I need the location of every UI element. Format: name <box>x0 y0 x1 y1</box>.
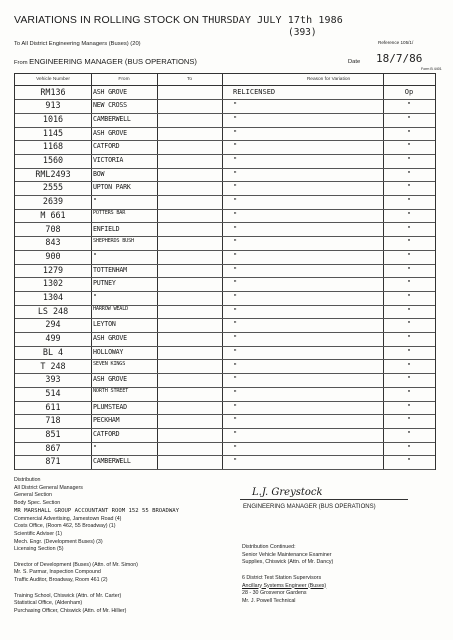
date-value: 18/7/86 <box>376 52 423 65</box>
reason-cell: " <box>233 197 238 206</box>
status-cell: " <box>406 388 412 397</box>
from-garage-cell: PLUMSTEAD <box>93 402 127 411</box>
vehicle-number-cell: 499 <box>45 333 61 344</box>
reason-cell: " <box>233 347 238 356</box>
reason-cell: " <box>233 388 238 397</box>
reason-cell: " <box>233 238 238 247</box>
distribution-continued-heading: Distribution Continued: <box>242 544 296 550</box>
table-row <box>15 99 435 114</box>
vehicle-number-cell: 1560 <box>42 155 64 165</box>
from-garage-cell: LEYTON <box>93 320 116 329</box>
distribution-continued-item: 28 - 30 Grosvenor Gardens <box>242 590 307 597</box>
from-garage-cell: UPTON PARK <box>93 183 131 192</box>
vehicle-number-cell: 514 <box>45 387 61 398</box>
spacer <box>14 585 234 593</box>
from-garage-cell: VICTORIA <box>93 156 124 164</box>
distribution-continued-item: Supplies, Chiswick (Attn. of Mr. Dancy) <box>242 559 334 566</box>
table-row <box>15 332 435 347</box>
table-row <box>15 236 435 251</box>
reason-cell: " <box>233 361 238 370</box>
table-row <box>15 318 435 333</box>
distribution-item: Purchasing Officer, Chiswick (Attn. of Mr. Hillier) <box>14 607 127 614</box>
table-row <box>15 455 435 470</box>
distribution-item: Mr. S. Parmar, Inspection Compound <box>14 569 101 576</box>
reason-cell: " <box>233 334 238 343</box>
status-cell: " <box>406 114 412 123</box>
distribution-item: Scientific Adviser (1) <box>14 530 62 537</box>
distribution-item: Body Spec. Section <box>14 500 61 507</box>
status-cell: " <box>406 320 412 329</box>
vehicle-number-cell: 393 <box>45 374 61 385</box>
table-row <box>15 291 435 306</box>
from-garage-cell: ASH GROVE <box>93 87 127 96</box>
reason-cell: " <box>233 251 238 260</box>
table-row <box>15 154 435 169</box>
status-cell: " <box>406 279 412 288</box>
table-row <box>15 86 435 101</box>
from-garage-cell: SEVEN KINGS <box>93 361 126 367</box>
header-to: To <box>186 77 193 82</box>
distribution-heading: Distribution <box>14 477 41 483</box>
reason-cell: " <box>233 306 238 315</box>
table-row <box>15 209 435 224</box>
table-row <box>15 140 435 155</box>
status-cell: Op <box>404 87 414 96</box>
from-garage-cell: HOLLOWAY <box>93 347 124 356</box>
signature-line <box>240 499 408 500</box>
distribution-item: All District General Managers <box>14 484 83 491</box>
spacer <box>14 554 234 562</box>
vehicle-number-cell: 867 <box>45 442 61 453</box>
vehicle-number-cell: BL 4 <box>42 346 64 357</box>
distribution-continued-item: 6 District Test Station Supervisors <box>242 574 322 581</box>
vehicle-number-cell: 1168 <box>42 141 64 152</box>
reason-cell: " <box>233 293 238 301</box>
from-line <box>14 57 197 66</box>
vehicle-number-cell: 611 <box>45 401 61 412</box>
from-garage-cell: CATFORD <box>93 142 120 151</box>
reason-cell: " <box>233 183 238 192</box>
vehicle-number-cell: 900 <box>45 250 61 261</box>
vehicle-number-cell: 718 <box>45 415 61 426</box>
from-garage-cell: CAMBERWELL <box>93 457 131 466</box>
distribution-continued-list <box>242 544 442 606</box>
distribution-item: Traffic Auditor, Broadway, Room 461 (2) <box>14 577 108 584</box>
reason-cell: " <box>233 128 238 137</box>
signature-caption: ENGINEERING MANAGER (BUS OPERATIONS) <box>243 504 376 510</box>
table-row <box>15 360 435 375</box>
from-garage-cell: NORTH STREET <box>93 388 129 395</box>
status-cell: " <box>406 128 412 137</box>
table-row <box>15 373 435 388</box>
signature: L.J. Greystock <box>252 487 323 498</box>
status-cell: " <box>406 347 412 356</box>
distribution-item: Statistical Office, (Aldenham) <box>14 600 83 607</box>
vehicle-number-cell: RML2493 <box>35 168 71 179</box>
distribution-item: Director of Development (Buses) (Attn. of Mr. Simon) <box>14 561 138 568</box>
reason-cell: " <box>233 224 238 233</box>
reason-cell: " <box>233 210 238 219</box>
table-row <box>15 127 435 142</box>
table-row <box>15 401 435 416</box>
from-garage-cell: NEW CROSS <box>93 101 127 110</box>
from-garage-cell: ASH GROVE <box>93 375 127 384</box>
distribution-item: Commercial Advertising, Jamestown Road (4) <box>14 515 122 522</box>
vehicle-number-cell: 913 <box>45 100 61 111</box>
from-garage-cell: " <box>93 197 97 206</box>
to-line: To All District Engineering Managers (Buses) (20) <box>14 41 141 47</box>
distribution-item: Licensing Section (5) <box>14 546 64 553</box>
table-row <box>15 250 435 265</box>
table-row <box>15 264 435 279</box>
status-cell: " <box>406 251 412 260</box>
status-cell: " <box>406 265 412 274</box>
status-cell: " <box>406 210 412 219</box>
distribution-item: General Section <box>14 492 52 499</box>
table-row <box>15 305 435 320</box>
vehicle-number-cell: 1016 <box>42 113 64 124</box>
status-cell: " <box>406 306 412 315</box>
from-garage-cell: PECKHAM <box>93 416 120 425</box>
header-vehicle-number: Vehicle Number <box>36 77 70 82</box>
from-garage-cell: ASH GROVE <box>93 128 127 137</box>
distribution-continued-item: Ancillary Systems Engineer (Buses) <box>242 582 327 589</box>
reason-cell: " <box>233 320 238 329</box>
from-garage-cell: BOW <box>93 169 105 178</box>
from-garage-cell: " <box>93 251 97 260</box>
status-cell: " <box>406 197 412 206</box>
status-cell: " <box>406 142 412 151</box>
vehicle-number-cell: T 248 <box>40 360 66 371</box>
reason-cell: " <box>233 443 238 452</box>
distribution-continued-item: Mr. J. Powell Technical <box>242 597 296 604</box>
reason-cell: " <box>233 169 238 178</box>
distribution-item: Costs Office, (Room 462, 55 Broadway) (1) <box>14 523 116 530</box>
title-handwritten-date: THURSDAY JULY 17th 1986 <box>202 15 343 26</box>
reason-cell: " <box>233 457 238 466</box>
table-row <box>15 346 435 361</box>
status-cell: " <box>406 183 412 192</box>
header-from: From <box>118 77 130 82</box>
vehicle-number-cell: 1304 <box>42 292 64 302</box>
from-garage-cell: PUTNEY <box>93 279 116 288</box>
vehicle-number-cell: 708 <box>45 223 61 234</box>
status-cell: " <box>406 375 412 384</box>
distribution-continued-item: Senior Vehicle Maintenance Examiner <box>242 551 332 558</box>
handwritten-distribution-note: MR MARSHALL GROUP ACCOUNTANT ROOM 152 55 BROADWAY <box>14 507 180 514</box>
from-garage-cell: SHEPHERDS BUSH <box>93 237 134 244</box>
vehicle-number-cell: 871 <box>45 456 61 467</box>
document-title <box>14 14 343 26</box>
reason-cell: " <box>233 156 238 164</box>
status-cell: " <box>406 457 412 466</box>
form-code: Form B 4401 <box>421 67 442 71</box>
vehicle-number-cell: 294 <box>45 319 61 330</box>
vehicle-number-cell: 843 <box>45 237 61 248</box>
reason-cell: " <box>233 279 238 288</box>
reason-cell: " <box>233 416 238 425</box>
status-cell: " <box>406 361 412 370</box>
distribution-list <box>14 477 234 616</box>
vehicle-number-cell: 2639 <box>42 196 64 207</box>
table-row <box>15 442 435 457</box>
from-label: From <box>14 60 28 66</box>
table-row <box>15 168 435 183</box>
reference-label: Reference 105/1/ <box>378 40 414 45</box>
from-garage-cell: ENFIELD <box>93 224 120 233</box>
header-reason: Reason for Variation <box>306 77 351 82</box>
date-label: Date <box>348 59 361 65</box>
vehicle-number-cell: M 661 <box>40 209 66 220</box>
vehicle-number-cell: 1145 <box>42 127 64 138</box>
status-cell: " <box>406 402 412 411</box>
distribution-item: Training School, Chiswick (Attn. of Mr. Carter) <box>14 592 122 599</box>
vehicle-number-cell: 2555 <box>42 182 64 193</box>
reason-cell: " <box>233 402 238 411</box>
table-row <box>15 414 435 429</box>
table-row <box>15 195 435 210</box>
status-cell: " <box>406 443 412 452</box>
table-row <box>15 387 435 402</box>
status-cell: " <box>406 416 412 425</box>
title-prefix: VARIATIONS IN ROLLING STOCK ON <box>14 14 200 26</box>
status-cell: " <box>406 224 412 233</box>
reason-cell: " <box>233 114 238 123</box>
from-garage-cell: " <box>93 443 97 452</box>
variations-table <box>14 73 436 470</box>
from-garage-cell: CAMBERWELL <box>93 114 131 123</box>
table-row <box>15 277 435 292</box>
status-cell: " <box>406 430 412 438</box>
vehicle-number-cell: 851 <box>45 429 61 439</box>
spacer <box>242 567 442 575</box>
reason-cell: " <box>233 101 238 110</box>
reason-cell: " <box>233 430 238 438</box>
reason-cell: " <box>233 142 238 151</box>
from-garage-cell: POTTERS BAR <box>93 210 126 217</box>
reason-cell: " <box>233 265 238 274</box>
reason-cell: RELICENSED <box>233 87 276 96</box>
status-cell: " <box>406 101 412 110</box>
status-cell: " <box>406 293 412 301</box>
vehicle-number-cell: 1279 <box>42 264 64 275</box>
table-row <box>15 223 435 238</box>
from-garage-cell: ASH GROVE <box>93 334 127 343</box>
status-cell: " <box>406 169 412 178</box>
vehicle-number-cell: RM136 <box>40 86 66 97</box>
reason-cell: " <box>233 375 238 384</box>
table-row <box>15 428 435 443</box>
from-garage-cell: TOTTENHAM <box>93 265 127 274</box>
from-garage-cell: HARROW WEALD <box>93 306 129 313</box>
vehicle-number-cell: 1302 <box>42 278 64 289</box>
vehicle-number-cell: LS 248 <box>37 305 69 316</box>
handwritten-number: (393) <box>288 27 317 38</box>
from-garage-cell: " <box>93 293 97 301</box>
table-row <box>15 113 435 128</box>
from-garage-cell: CATFORD <box>93 430 120 438</box>
status-cell: " <box>406 156 412 164</box>
status-cell: " <box>406 334 412 343</box>
table-row <box>15 181 435 196</box>
distribution-item: Mech. Engr. (Development Buses) (3) <box>14 538 103 545</box>
from-value: ENGINEERING MANAGER (BUS OPERATIONS) <box>29 57 197 66</box>
status-cell: " <box>406 238 412 247</box>
